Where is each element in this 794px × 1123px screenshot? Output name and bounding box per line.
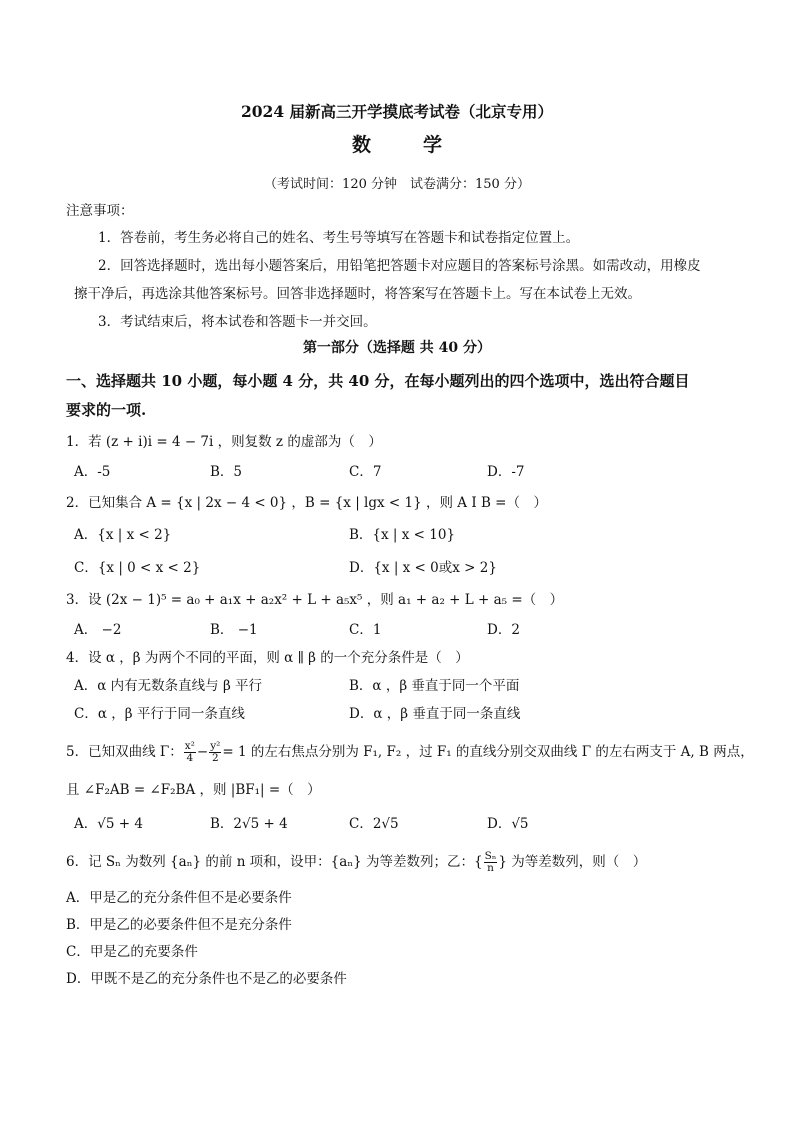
question-6-option-b: B．甲是乙的必要条件但不是充分条件	[66, 917, 292, 933]
question-2-stem: 2．已知集合 A = {x | 2x − 4 < 0} ，B = {x | lgx < 1} ，则 A I B =（ ）	[66, 495, 547, 511]
question-3-stem: 3．设 (2x − 1)⁵ = a₀ + a₁x + a₂x² + L + a₅x⁵ ，则 a₁ + a₂ + L + a₅ =（ ）	[66, 592, 564, 608]
fraction-numerator: x²	[184, 740, 195, 752]
fraction-numerator: Sₙ	[484, 850, 497, 862]
question-3-option-b: B． −1	[210, 622, 258, 638]
question-3-option-d: D．2	[487, 622, 520, 638]
question-2-option-a: A．{x | x < 2}	[74, 527, 172, 543]
question-5-stem-line-2: 且 ∠F₂AB = ∠F₂BA ，则 |BF₁| =（ ）	[66, 782, 321, 798]
question-6-stem-prefix: 6．记 Sₙ 为数列 {aₙ} 的前 n 项和，设甲：{aₙ} 为等差数列；乙：{	[66, 854, 483, 870]
question-5-fraction-x	[184, 741, 196, 764]
question-2-option-c: C．{x | 0 < x < 2}	[74, 560, 201, 576]
question-5-option-b: B．2√5 + 4	[210, 816, 288, 832]
question-4-option-c: C．α ，β 平行于同一条直线	[74, 706, 245, 722]
exam-info: （考试时间：120 分钟 试卷满分：150 分）	[264, 177, 530, 192]
section-instruction-line-2: 要求的一项.	[66, 401, 147, 419]
question-1-option-d: D．-7	[487, 464, 525, 480]
question-5-stem-line-1	[66, 740, 754, 764]
question-5-option-d: D．√5	[487, 816, 529, 832]
question-1-option-c: C．7	[349, 464, 382, 480]
question-6-stem-suffix: } 为等差数列，则（ ）	[498, 854, 647, 870]
notes-heading: 注意事项：	[66, 203, 134, 219]
note-item-1: 1．答卷前，考生务必将自己的姓名、考生号等填写在答题卡和试卷指定位置上。	[98, 230, 580, 246]
exam-title: 2024 届新高三开学摸底考试卷（北京专用）	[240, 102, 554, 121]
question-6-stem	[66, 850, 646, 874]
question-4-option-b: B．α ，β 垂直于同一个平面	[349, 678, 520, 694]
fraction-denominator: 2	[211, 752, 219, 764]
question-4-stem: 4．设 α ，β 为两个不同的平面，则 α ∥ β 的一个充分条件是（ ）	[66, 650, 469, 666]
question-6-fraction	[484, 851, 498, 874]
question-6-option-d: D．甲既不是乙的充分条件也不是乙的必要条件	[66, 971, 347, 987]
minus-sign: −	[196, 744, 209, 760]
subject-title	[0, 136, 794, 154]
question-4-option-a: A．α 内有无数条直线与 β 平行	[74, 678, 263, 694]
part1-heading: 第一部分（选择题 共 40 分）	[302, 340, 492, 356]
note-item-2-line-2: 擦干净后，再选涂其他答案标号。回答非选择题时，将答案写在答题卡上。写在本试卷上无效。	[74, 286, 641, 302]
question-5-option-c: C．2√5	[349, 816, 399, 832]
question-3-option-c: C．1	[349, 622, 382, 638]
question-2-option-b: B．{x | x < 10}	[349, 527, 456, 543]
subject-char-1: 数	[351, 134, 371, 156]
subject-char-2: 学	[423, 134, 443, 156]
question-4-option-d: D．α ，β 垂直于同一条直线	[349, 706, 521, 722]
question-5-stem-prefix: 5．已知双曲线 Γ：	[66, 744, 183, 760]
fraction-denominator: 4	[186, 752, 194, 764]
question-6-option-a: A．甲是乙的充分条件但不是必要条件	[66, 890, 292, 906]
fraction-numerator: y²	[210, 740, 221, 752]
fraction-denominator: n	[487, 862, 494, 874]
question-5-fraction-y	[209, 741, 221, 764]
question-1-option-b: B．5	[210, 464, 243, 480]
question-1-stem: 1．若 (z + i)i = 4 − 7i ，则复数 z 的虚部为（ ）	[66, 434, 382, 450]
question-5-stem-suffix: = 1 的左右焦点分别为 F₁, F₂ ，过 F₁ 的直线分别交双曲线 Γ 的左右两支于 A, B 两点，	[222, 744, 754, 760]
note-item-3: 3．考试结束后，将本试卷和答题卡一并交回。	[98, 314, 377, 330]
question-1-option-a: A．-5	[74, 464, 111, 480]
question-3-option-a: A． −2	[74, 622, 122, 638]
section-instruction-line-1: 一、选择题共 10 小题，每小题 4 分，共 40 分，在每小题列出的四个选项中，选出符合题目	[66, 372, 690, 390]
note-item-2-line-1: 2．回答选择题时，选出每小题答案后，用铅笔把答题卡对应题目的答案标号涂黑。如需改动，用橡皮	[98, 258, 701, 274]
question-6-option-c: C．甲是乙的充要条件	[66, 944, 198, 960]
question-2-option-d: D．{x | x < 0或x > 2}	[349, 560, 497, 576]
question-5-option-a: A．√5 + 4	[74, 816, 143, 832]
